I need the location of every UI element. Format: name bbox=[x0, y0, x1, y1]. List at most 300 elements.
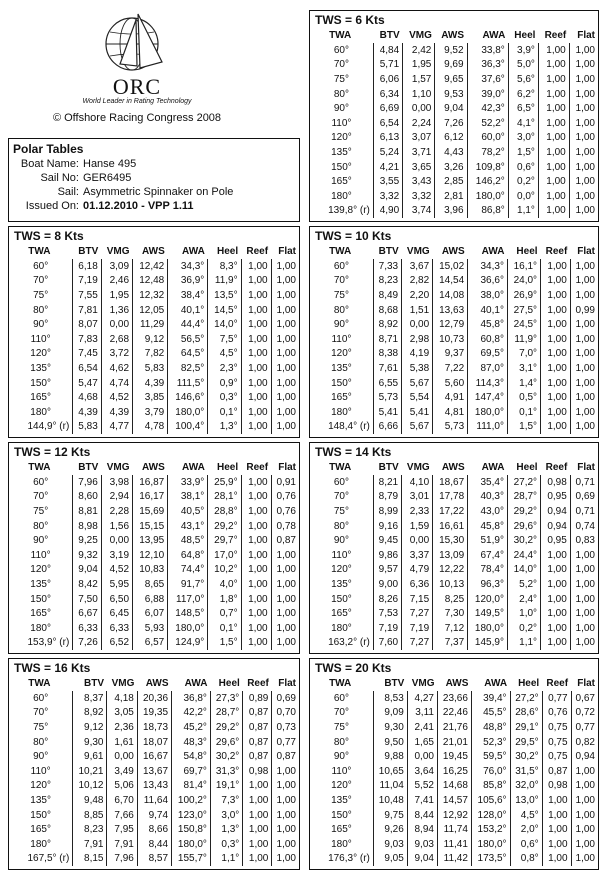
table-cell: 48,8° bbox=[471, 720, 510, 735]
table-cell: 1,5° bbox=[507, 420, 540, 435]
table-cell: 5,06 bbox=[107, 779, 137, 794]
table-cell: 1,00 bbox=[541, 592, 571, 607]
table-cell: 2,28 bbox=[101, 504, 132, 519]
table-cell: 0,87 bbox=[243, 720, 272, 735]
table-cell: 135° bbox=[331, 578, 352, 590]
table-cell: 1,00 bbox=[241, 606, 271, 621]
table-cell: 14,08 bbox=[433, 288, 468, 303]
table-cell: 9,61 bbox=[73, 749, 107, 764]
table-header-row bbox=[9, 459, 299, 475]
table-row bbox=[310, 475, 598, 490]
table-cell: 76,0° bbox=[471, 764, 510, 779]
table-cell: 6,69 bbox=[373, 101, 402, 116]
table-cell: 120° bbox=[331, 132, 352, 144]
table-cell: 40,5° bbox=[168, 504, 208, 519]
table-cell: 1,00 bbox=[241, 490, 271, 505]
table-cell: 4,81 bbox=[433, 405, 468, 420]
table-row bbox=[310, 420, 598, 435]
table-cell: 100,4° bbox=[168, 420, 208, 435]
table-cell: 28,7° bbox=[507, 490, 540, 505]
table-row bbox=[310, 852, 598, 867]
table-cell: 9,30 bbox=[373, 720, 407, 735]
table-cell: 1,00 bbox=[241, 621, 271, 636]
table-cell: 12,79 bbox=[433, 317, 468, 332]
table-cell: 8,99 bbox=[373, 504, 401, 519]
table-cell: 1,65 bbox=[407, 735, 437, 750]
table-cell: 0,00 bbox=[407, 749, 437, 764]
table-cell: 11,9° bbox=[507, 332, 540, 347]
table-cell: 9,50 bbox=[373, 735, 407, 750]
table-cell: 4,62 bbox=[101, 361, 132, 376]
table-cell: 1,00 bbox=[271, 361, 299, 376]
table-cell: 5,47 bbox=[73, 376, 101, 391]
table-cell: 1,56 bbox=[101, 519, 132, 534]
table-row bbox=[9, 347, 299, 362]
table-row bbox=[9, 720, 299, 735]
column-header-twa: TWA bbox=[329, 677, 352, 689]
table-cell: 1,00 bbox=[271, 548, 299, 563]
table-cell: 2,0° bbox=[510, 822, 542, 837]
table-cell: 19,35 bbox=[137, 706, 171, 721]
table-cell: 4,90 bbox=[373, 204, 402, 219]
table-cell: 180,0° bbox=[467, 189, 508, 204]
table-cell: 7,19 bbox=[373, 621, 401, 636]
table-row bbox=[310, 101, 598, 116]
table-cell: 0,94 bbox=[541, 519, 571, 534]
table-cell: 1,00 bbox=[241, 533, 271, 548]
table-cell: 6,13 bbox=[373, 131, 402, 146]
table-cell: 1,00 bbox=[243, 779, 272, 794]
table-cell: 105,6° bbox=[471, 793, 510, 808]
table-cell: 1,00 bbox=[541, 577, 571, 592]
table-cell: 14,54 bbox=[433, 274, 468, 289]
polar-table bbox=[310, 27, 598, 218]
sail-no-label: Sail No: bbox=[40, 172, 79, 184]
table-cell: 3,01 bbox=[402, 490, 433, 505]
table-row bbox=[310, 189, 598, 204]
polar-table bbox=[310, 675, 598, 866]
table-cell: 6,07 bbox=[133, 606, 168, 621]
orc-globe-logo-icon bbox=[100, 12, 172, 76]
table-cell: 4,74 bbox=[101, 376, 132, 391]
table-cell: 12,92 bbox=[437, 808, 471, 823]
table-cell: 1,95 bbox=[101, 288, 132, 303]
table-cell: 2,33 bbox=[402, 504, 433, 519]
column-header-btv: BTV bbox=[78, 245, 99, 257]
table-cell: 0,82 bbox=[571, 735, 598, 750]
table-row bbox=[310, 174, 598, 189]
table-cell: 70° bbox=[333, 59, 349, 71]
table-row bbox=[9, 735, 299, 750]
boat-name-value: Hanse 495 bbox=[83, 158, 137, 170]
column-header-heel: Heel bbox=[516, 461, 538, 473]
table-title: TWS = 8 Kts bbox=[14, 229, 84, 243]
column-header-heel: Heel bbox=[217, 245, 239, 257]
table-cell: 1,00 bbox=[271, 592, 299, 607]
table-cell: 7,91 bbox=[73, 837, 107, 852]
table-cell: 1,00 bbox=[241, 376, 271, 391]
table-header-row bbox=[310, 27, 598, 43]
table-row bbox=[310, 504, 598, 519]
table-cell: 19,1° bbox=[210, 779, 242, 794]
table-cell: 135° bbox=[30, 794, 51, 806]
table-cell: 69,5° bbox=[468, 347, 508, 362]
table-cell: 1,00 bbox=[241, 274, 271, 289]
table-cell: 16,61 bbox=[433, 519, 468, 534]
table-cell: 11,74 bbox=[437, 822, 471, 837]
table-cell: 120° bbox=[331, 780, 352, 792]
table-cell: 10,48 bbox=[373, 793, 407, 808]
table-cell: 0,87 bbox=[542, 764, 571, 779]
table-cell: 1,00 bbox=[272, 764, 299, 779]
table-cell: 51,9° bbox=[468, 533, 508, 548]
table-cell: 163,2° (r) bbox=[328, 637, 370, 649]
column-header-awa: AWA bbox=[182, 461, 205, 473]
table-cell: 1,00 bbox=[541, 317, 571, 332]
table-cell: 29,6° bbox=[210, 735, 242, 750]
column-header-reef: Reef bbox=[545, 245, 568, 257]
table-cell: 1,00 bbox=[241, 519, 271, 534]
table-cell: 165° bbox=[30, 608, 51, 620]
table-cell: 9,53 bbox=[435, 87, 467, 102]
table-cell: 7,19 bbox=[73, 274, 101, 289]
table-cell: 78,4° bbox=[468, 563, 508, 578]
table-row bbox=[9, 621, 299, 636]
table-cell: 0,87 bbox=[271, 533, 299, 548]
column-header-vmg: VMG bbox=[409, 29, 432, 41]
table-cell: 6,55 bbox=[373, 376, 401, 391]
table-cell: 1,00 bbox=[241, 317, 271, 332]
table-row bbox=[310, 145, 598, 160]
table-cell: 43,0° bbox=[468, 504, 508, 519]
table-cell: 148,4° (r) bbox=[328, 421, 370, 433]
table-cell: 1,00 bbox=[538, 145, 569, 160]
table-cell: 1,00 bbox=[569, 116, 598, 131]
table-cell: 8,79 bbox=[373, 490, 401, 505]
table-cell: 7,12 bbox=[433, 621, 468, 636]
table-cell: 180° bbox=[331, 406, 352, 418]
table-cell: 27,3° bbox=[210, 691, 242, 706]
sail-no-value: GER6495 bbox=[83, 172, 132, 184]
table-cell: 17,0° bbox=[208, 548, 241, 563]
table-cell: 14,5° bbox=[208, 303, 241, 318]
table-cell: 1,00 bbox=[570, 390, 598, 405]
table-row bbox=[9, 376, 299, 391]
table-cell: 1,00 bbox=[570, 347, 598, 362]
table-cell: 135° bbox=[30, 362, 51, 374]
table-cell: 1,00 bbox=[271, 621, 299, 636]
table-cell: 3,11 bbox=[407, 706, 437, 721]
table-cell: 0,1° bbox=[507, 405, 540, 420]
table-cell: 180,0° bbox=[471, 837, 510, 852]
table-cell: 1,00 bbox=[271, 636, 299, 651]
table-cell: 8,44 bbox=[407, 808, 437, 823]
table-cell: 9,16 bbox=[373, 519, 401, 534]
table-cell: 8,65 bbox=[133, 577, 168, 592]
table-cell: 0,91 bbox=[271, 475, 299, 490]
table-cell: 16,25 bbox=[437, 764, 471, 779]
table-cell: 1,00 bbox=[541, 303, 571, 318]
table-cell: 1,00 bbox=[569, 58, 598, 73]
table-cell: 0,8° bbox=[510, 852, 542, 867]
table-header-row bbox=[310, 243, 598, 259]
column-header-awa: AWA bbox=[184, 677, 208, 689]
table-cell: 29,5° bbox=[510, 735, 542, 750]
table-cell: 1,00 bbox=[271, 259, 299, 274]
table-cell: 6,67 bbox=[73, 606, 101, 621]
table-cell: 90° bbox=[333, 535, 349, 547]
table-cell: 10,2° bbox=[208, 563, 241, 578]
table-cell: 145,9° bbox=[468, 636, 508, 651]
table-cell: 75° bbox=[333, 721, 349, 733]
table-cell: 0,70 bbox=[272, 706, 299, 721]
table-cell: 4,21 bbox=[373, 160, 402, 175]
table-cell: 1,00 bbox=[538, 116, 569, 131]
table-cell: 85,8° bbox=[471, 779, 510, 794]
table-cell: 173,5° bbox=[471, 852, 510, 867]
table-cell: 8,53 bbox=[373, 691, 407, 706]
table-cell: 6,45 bbox=[101, 606, 132, 621]
table-cell: 0,00 bbox=[107, 749, 137, 764]
table-cell: 16,17 bbox=[133, 490, 168, 505]
table-cell: 4,0° bbox=[208, 577, 241, 592]
table-cell: 180° bbox=[331, 190, 352, 202]
table-header-row bbox=[9, 243, 299, 259]
table-cell: 5,6° bbox=[508, 72, 538, 87]
column-header-heel: Heel bbox=[516, 245, 538, 257]
table-cell: 135° bbox=[30, 578, 51, 590]
table-cell: 1,00 bbox=[271, 390, 299, 405]
table-cell: 1,10 bbox=[403, 87, 435, 102]
table-cell: 1,00 bbox=[538, 131, 569, 146]
table-cell: 1,00 bbox=[541, 606, 571, 621]
table-cell: 180° bbox=[331, 622, 352, 634]
table-cell: 10,21 bbox=[73, 764, 107, 779]
table-cell: 8,60 bbox=[73, 490, 101, 505]
table-cell: 40,1° bbox=[468, 303, 508, 318]
table-cell: 150° bbox=[30, 809, 51, 821]
column-header-awa: AWA bbox=[482, 29, 506, 41]
column-header-awa: AWA bbox=[481, 245, 505, 257]
table-cell: 0,94 bbox=[541, 504, 571, 519]
table-cell: 4,39 bbox=[133, 376, 168, 391]
table-cell: 7,53 bbox=[373, 606, 401, 621]
table-cell: 0,75 bbox=[542, 735, 571, 750]
table-cell: 1,00 bbox=[241, 548, 271, 563]
table-cell: 28,1° bbox=[208, 490, 241, 505]
table-cell: 1,00 bbox=[243, 822, 272, 837]
table-cell: 150° bbox=[331, 161, 352, 173]
table-row bbox=[310, 808, 598, 823]
table-cell: 153,2° bbox=[471, 822, 510, 837]
table-cell: 6,12 bbox=[435, 131, 467, 146]
table-cell: 110° bbox=[30, 549, 51, 561]
table-cell: 29,1° bbox=[510, 720, 542, 735]
table-cell: 38,4° bbox=[168, 288, 208, 303]
orc-logo-text: ORC bbox=[112, 74, 162, 99]
table-cell: 1,00 bbox=[243, 852, 272, 867]
table-cell: 12,10 bbox=[133, 548, 168, 563]
table-cell: 3,05 bbox=[107, 706, 137, 721]
table-row bbox=[9, 259, 299, 274]
table-cell: 0,78 bbox=[271, 519, 299, 534]
column-header-aws: AWS bbox=[145, 677, 169, 689]
table-cell: 35,4° bbox=[468, 475, 508, 490]
table-cell: 9,52 bbox=[435, 43, 467, 58]
table-cell: 1,00 bbox=[571, 793, 598, 808]
table-cell: 110° bbox=[331, 117, 352, 129]
table-cell: 6,36 bbox=[402, 577, 433, 592]
table-cell: 180,0° bbox=[168, 621, 208, 636]
table-cell: 4,27 bbox=[407, 691, 437, 706]
table-cell: 70° bbox=[33, 707, 49, 719]
table-row bbox=[9, 519, 299, 534]
table-cell: 1,00 bbox=[241, 475, 271, 490]
table-row bbox=[310, 58, 598, 73]
table-cell: 15,15 bbox=[133, 519, 168, 534]
table-cell: 1,00 bbox=[570, 592, 598, 607]
table-cell: 0,77 bbox=[542, 691, 571, 706]
table-cell: 78,2° bbox=[467, 145, 508, 160]
table-cell: 0,69 bbox=[272, 691, 299, 706]
table-cell: 7,60 bbox=[373, 636, 401, 651]
table-cell: 1,00 bbox=[541, 376, 571, 391]
table-cell: 165° bbox=[331, 176, 352, 188]
table-cell: 13,43 bbox=[137, 779, 171, 794]
table-cell: 64,8° bbox=[168, 548, 208, 563]
column-header-heel: Heel bbox=[217, 461, 239, 473]
table-cell: 7,15 bbox=[402, 592, 433, 607]
table-cell: 1,00 bbox=[570, 420, 598, 435]
table-cell: 2,42 bbox=[403, 43, 435, 58]
table-cell: 3,96 bbox=[435, 204, 467, 219]
column-header-reef: Reef bbox=[246, 245, 269, 257]
table-cell: 1,00 bbox=[271, 577, 299, 592]
table-cell: 1,00 bbox=[538, 160, 569, 175]
table-cell: 0,94 bbox=[571, 749, 598, 764]
table-cell: 1,1° bbox=[210, 852, 242, 867]
table-row bbox=[310, 735, 598, 750]
table-cell: 24,4° bbox=[507, 548, 540, 563]
table-cell: 5,60 bbox=[433, 376, 468, 391]
table-cell: 3,79 bbox=[133, 405, 168, 420]
table-cell: 1,00 bbox=[241, 288, 271, 303]
table-cell: 150° bbox=[30, 377, 51, 389]
table-cell: 60° bbox=[33, 476, 49, 488]
table-cell: 0,00 bbox=[402, 533, 433, 548]
table-cell: 153,9° (r) bbox=[27, 637, 70, 649]
table-cell: 3,65 bbox=[403, 160, 435, 175]
table-cell: 21,76 bbox=[437, 720, 471, 735]
table-cell: 28,6° bbox=[510, 706, 542, 721]
table-cell: 3,43 bbox=[403, 174, 435, 189]
table-cell: 17,22 bbox=[433, 504, 468, 519]
table-cell: 1,00 bbox=[241, 259, 271, 274]
table-cell: 6,54 bbox=[73, 361, 101, 376]
table-cell: 4,39 bbox=[73, 405, 101, 420]
table-cell: 8,15 bbox=[73, 852, 107, 867]
table-cell: 0,75 bbox=[542, 720, 571, 735]
table-cell: 87,0° bbox=[468, 361, 508, 376]
table-cell: 9,30 bbox=[73, 735, 107, 750]
table-row bbox=[9, 420, 299, 435]
table-cell: 37,6° bbox=[467, 72, 508, 87]
table-row bbox=[9, 390, 299, 405]
table-cell: 29,7° bbox=[208, 533, 241, 548]
table-cell: 48,5° bbox=[168, 533, 208, 548]
column-header-reef: Reef bbox=[545, 461, 568, 473]
table-cell: 150,8° bbox=[172, 822, 211, 837]
table-cell: 14,0° bbox=[507, 563, 540, 578]
table-cell: 5,2° bbox=[507, 577, 540, 592]
table-cell: 1,3° bbox=[210, 822, 242, 837]
table-row bbox=[310, 793, 598, 808]
column-header-btv: BTV bbox=[83, 677, 104, 689]
table-cell: 0,9° bbox=[208, 376, 241, 391]
table-row bbox=[310, 621, 598, 636]
copyright-notice: © Offshore Racing Congress 2008 bbox=[52, 112, 222, 124]
table-cell: 90° bbox=[33, 319, 49, 331]
table-cell: 42,3° bbox=[467, 101, 508, 116]
table-row bbox=[9, 303, 299, 318]
table-cell: 0,77 bbox=[571, 720, 598, 735]
table-cell: 29,2° bbox=[507, 504, 540, 519]
table-cell: 1,00 bbox=[571, 808, 598, 823]
table-cell: 114,3° bbox=[468, 376, 508, 391]
table-cell: 4,39 bbox=[101, 405, 132, 420]
table-cell: 9,12 bbox=[133, 332, 168, 347]
table-cell: 7,19 bbox=[402, 621, 433, 636]
table-cell: 9,04 bbox=[73, 563, 101, 578]
polar-table-tws-6 bbox=[309, 10, 599, 222]
table-cell: 11,04 bbox=[373, 779, 407, 794]
table-cell: 60,0° bbox=[467, 131, 508, 146]
table-row bbox=[310, 592, 598, 607]
table-cell: 13,95 bbox=[133, 533, 168, 548]
table-cell: 10,73 bbox=[433, 332, 468, 347]
table-cell: 36,9° bbox=[168, 274, 208, 289]
table-row bbox=[9, 793, 299, 808]
table-cell: 5,83 bbox=[133, 361, 168, 376]
table-row bbox=[9, 764, 299, 779]
table-cell: 10,65 bbox=[373, 764, 407, 779]
table-cell: 1,0° bbox=[507, 606, 540, 621]
table-cell: 1,00 bbox=[241, 592, 271, 607]
column-header-flat: Flat bbox=[278, 245, 296, 257]
table-cell: 1,00 bbox=[569, 174, 598, 189]
table-cell: 0,67 bbox=[571, 691, 598, 706]
table-cell: 1,00 bbox=[570, 548, 598, 563]
table-cell: 120° bbox=[331, 348, 352, 360]
table-row bbox=[310, 606, 598, 621]
table-cell: 1,00 bbox=[569, 189, 598, 204]
table-cell: 16,1° bbox=[507, 259, 540, 274]
table-cell: 82,5° bbox=[168, 361, 208, 376]
table-row bbox=[9, 837, 299, 852]
table-row bbox=[9, 691, 299, 706]
table-cell: 150° bbox=[331, 809, 352, 821]
table-cell: 0,7° bbox=[208, 606, 241, 621]
table-cell: 75° bbox=[33, 505, 49, 517]
table-cell: 1,61 bbox=[107, 735, 137, 750]
table-cell: 0,69 bbox=[570, 490, 598, 505]
table-cell: 1,57 bbox=[403, 72, 435, 87]
table-cell: 111,0° bbox=[468, 420, 508, 435]
table-row bbox=[310, 779, 598, 794]
table-row bbox=[9, 808, 299, 823]
table-cell: 139,8° (r) bbox=[328, 205, 370, 217]
table-cell: 120° bbox=[30, 564, 51, 576]
